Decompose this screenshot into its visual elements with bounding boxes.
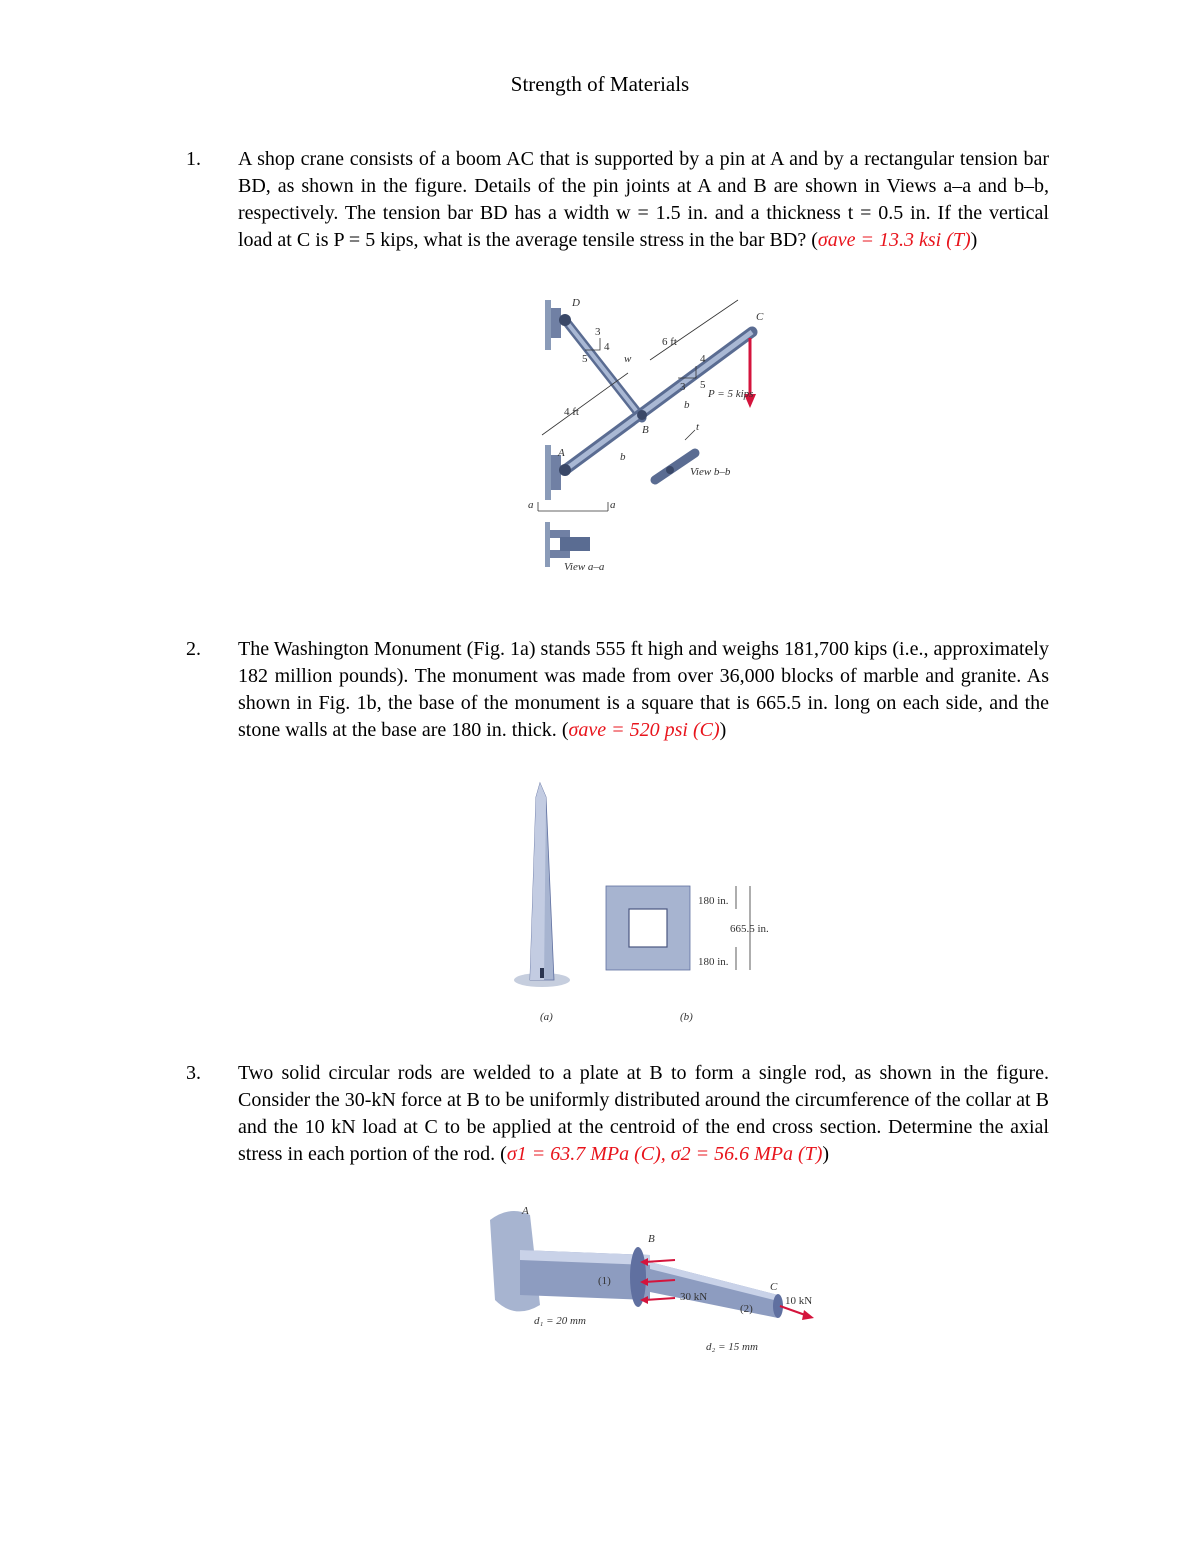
label-b-top: b	[684, 399, 690, 411]
label-force-30: 30 kN	[680, 1291, 708, 1303]
label-a: A	[522, 1205, 529, 1217]
label-3-ac: 3	[680, 381, 686, 393]
label-a-right: a	[610, 499, 616, 511]
page-title: Strength of Materials	[510, 72, 690, 96]
label-seg-1: (1)	[598, 1275, 611, 1287]
monument-door	[540, 968, 544, 978]
force-c-head	[802, 1310, 814, 1320]
label-b: B	[648, 1233, 655, 1245]
shop-crane-figure	[520, 290, 810, 590]
label-4-bd: 4	[604, 341, 610, 353]
label-seg-2: (2)	[740, 1303, 753, 1315]
answer: σave = 13.3 ksi (T)	[817, 229, 971, 251]
answer-close: )	[970, 229, 978, 251]
bracket-d	[551, 308, 561, 338]
problem-number: 2.	[186, 638, 201, 660]
pin-d	[559, 314, 571, 326]
label-b-bottom: b	[620, 451, 626, 463]
problem-statement: Two solid circular rods are welded to a plate at B to form a single rod, as shown in the figure. Consider the 30-kN force at B to be uniformly distributed around the circumference of the collar at B and the 10 kN load at C to be applied at the centroid of the end cross section. Determine the axial stress in each portion of the rod.	[238, 1062, 1049, 1165]
dim-4ft-line	[542, 373, 628, 435]
label-a-left: a	[528, 499, 534, 511]
view-bb-bar	[655, 453, 695, 480]
problem-text	[238, 1060, 1049, 1168]
view-aa-plate-bottom	[550, 550, 570, 558]
collar-b	[630, 1247, 646, 1307]
wall-d	[545, 300, 551, 350]
label-force-10: 10 kN	[785, 1295, 813, 1307]
label-view-aa: View a–a	[564, 561, 605, 573]
label-wall-bottom: 180 in.	[698, 956, 729, 968]
label-c: C	[770, 1281, 778, 1293]
view-aa-plate-top	[550, 530, 570, 538]
problem-2	[186, 636, 1049, 744]
pin-a	[559, 464, 571, 476]
view-bb-dim	[685, 430, 695, 440]
problem-number: 3.	[186, 1062, 201, 1084]
base-square-inner	[629, 909, 667, 947]
label-6ft: 6 ft	[662, 336, 677, 348]
monument-face	[530, 783, 546, 980]
label-load: P = 5 kips	[708, 388, 754, 400]
label-c: C	[756, 311, 764, 323]
label-side: 665.5 in.	[730, 923, 769, 935]
answer-open: (	[806, 229, 818, 251]
answer-close: )	[822, 1143, 830, 1165]
label-a: A	[558, 447, 565, 459]
label-t: t	[696, 421, 700, 433]
monument-figure	[500, 775, 800, 1025]
answer-open: (	[556, 719, 569, 741]
problem-text	[238, 636, 1049, 744]
view-aa-boom	[560, 537, 590, 551]
label-3-bd: 3	[595, 326, 601, 338]
problem-text	[238, 146, 1049, 254]
view-bb-pin	[666, 466, 674, 474]
answer: σ1 = 63.7 MPa (C), σ2 = 56.6 MPa (T)	[506, 1143, 823, 1165]
label-d1: d₁ = 20 mm	[534, 1315, 586, 1327]
answer-open: (	[495, 1143, 507, 1165]
answer: σave = 520 psi (C)	[568, 719, 720, 741]
label-fig-b: (b)	[680, 1011, 693, 1023]
problem-3	[186, 1060, 1049, 1168]
answer-close: )	[719, 719, 727, 741]
label-4-ac: 4	[700, 353, 706, 365]
label-4ft: 4 ft	[564, 406, 579, 418]
label-b: B	[642, 424, 649, 436]
welded-rod-figure	[480, 1200, 840, 1360]
problem-statement: The Washington Monument (Fig. 1a) stands 555 ft high and weighs 181,700 kips (i.e., approximately 182 million pounds). The monument was made from over 36,000 blocks of marble and granite. As shown in Fig. 1b, the base of the monument is a square that is 665.5 in. long on each side, and the stone walls at the base are 180 in. thick.	[238, 638, 1049, 741]
wall-a	[545, 445, 551, 500]
problem-statement: A shop crane consists of a boom AC that is supported by a pin at A and by a rectangular tension bar BD, as shown in the figure. Details of the pin joints at A and B are shown in Views a–a and b–b, respectively. The tension bar BD has a width w = 1.5 in. and a thickness t = 0.5 in. If the vertical load at C is P = 5 kips, what is the average tensile stress in the bar BD?	[238, 148, 1049, 251]
label-5-ac: 5	[700, 379, 706, 391]
label-d: D	[572, 297, 580, 309]
bracket-a	[551, 455, 561, 490]
label-d2: d₂ = 15 mm	[706, 1341, 758, 1353]
label-fig-a: (a)	[540, 1011, 553, 1023]
problem-number: 1.	[186, 148, 201, 170]
problem-1	[186, 146, 1049, 254]
tension-bar-highlight	[565, 320, 642, 418]
view-aa-wall	[545, 522, 550, 567]
label-view-bb: View b–b	[690, 466, 731, 478]
pin-b	[637, 410, 647, 420]
label-w: w	[624, 353, 632, 365]
label-5-bd: 5	[582, 353, 588, 365]
label-wall-top: 180 in.	[698, 895, 729, 907]
